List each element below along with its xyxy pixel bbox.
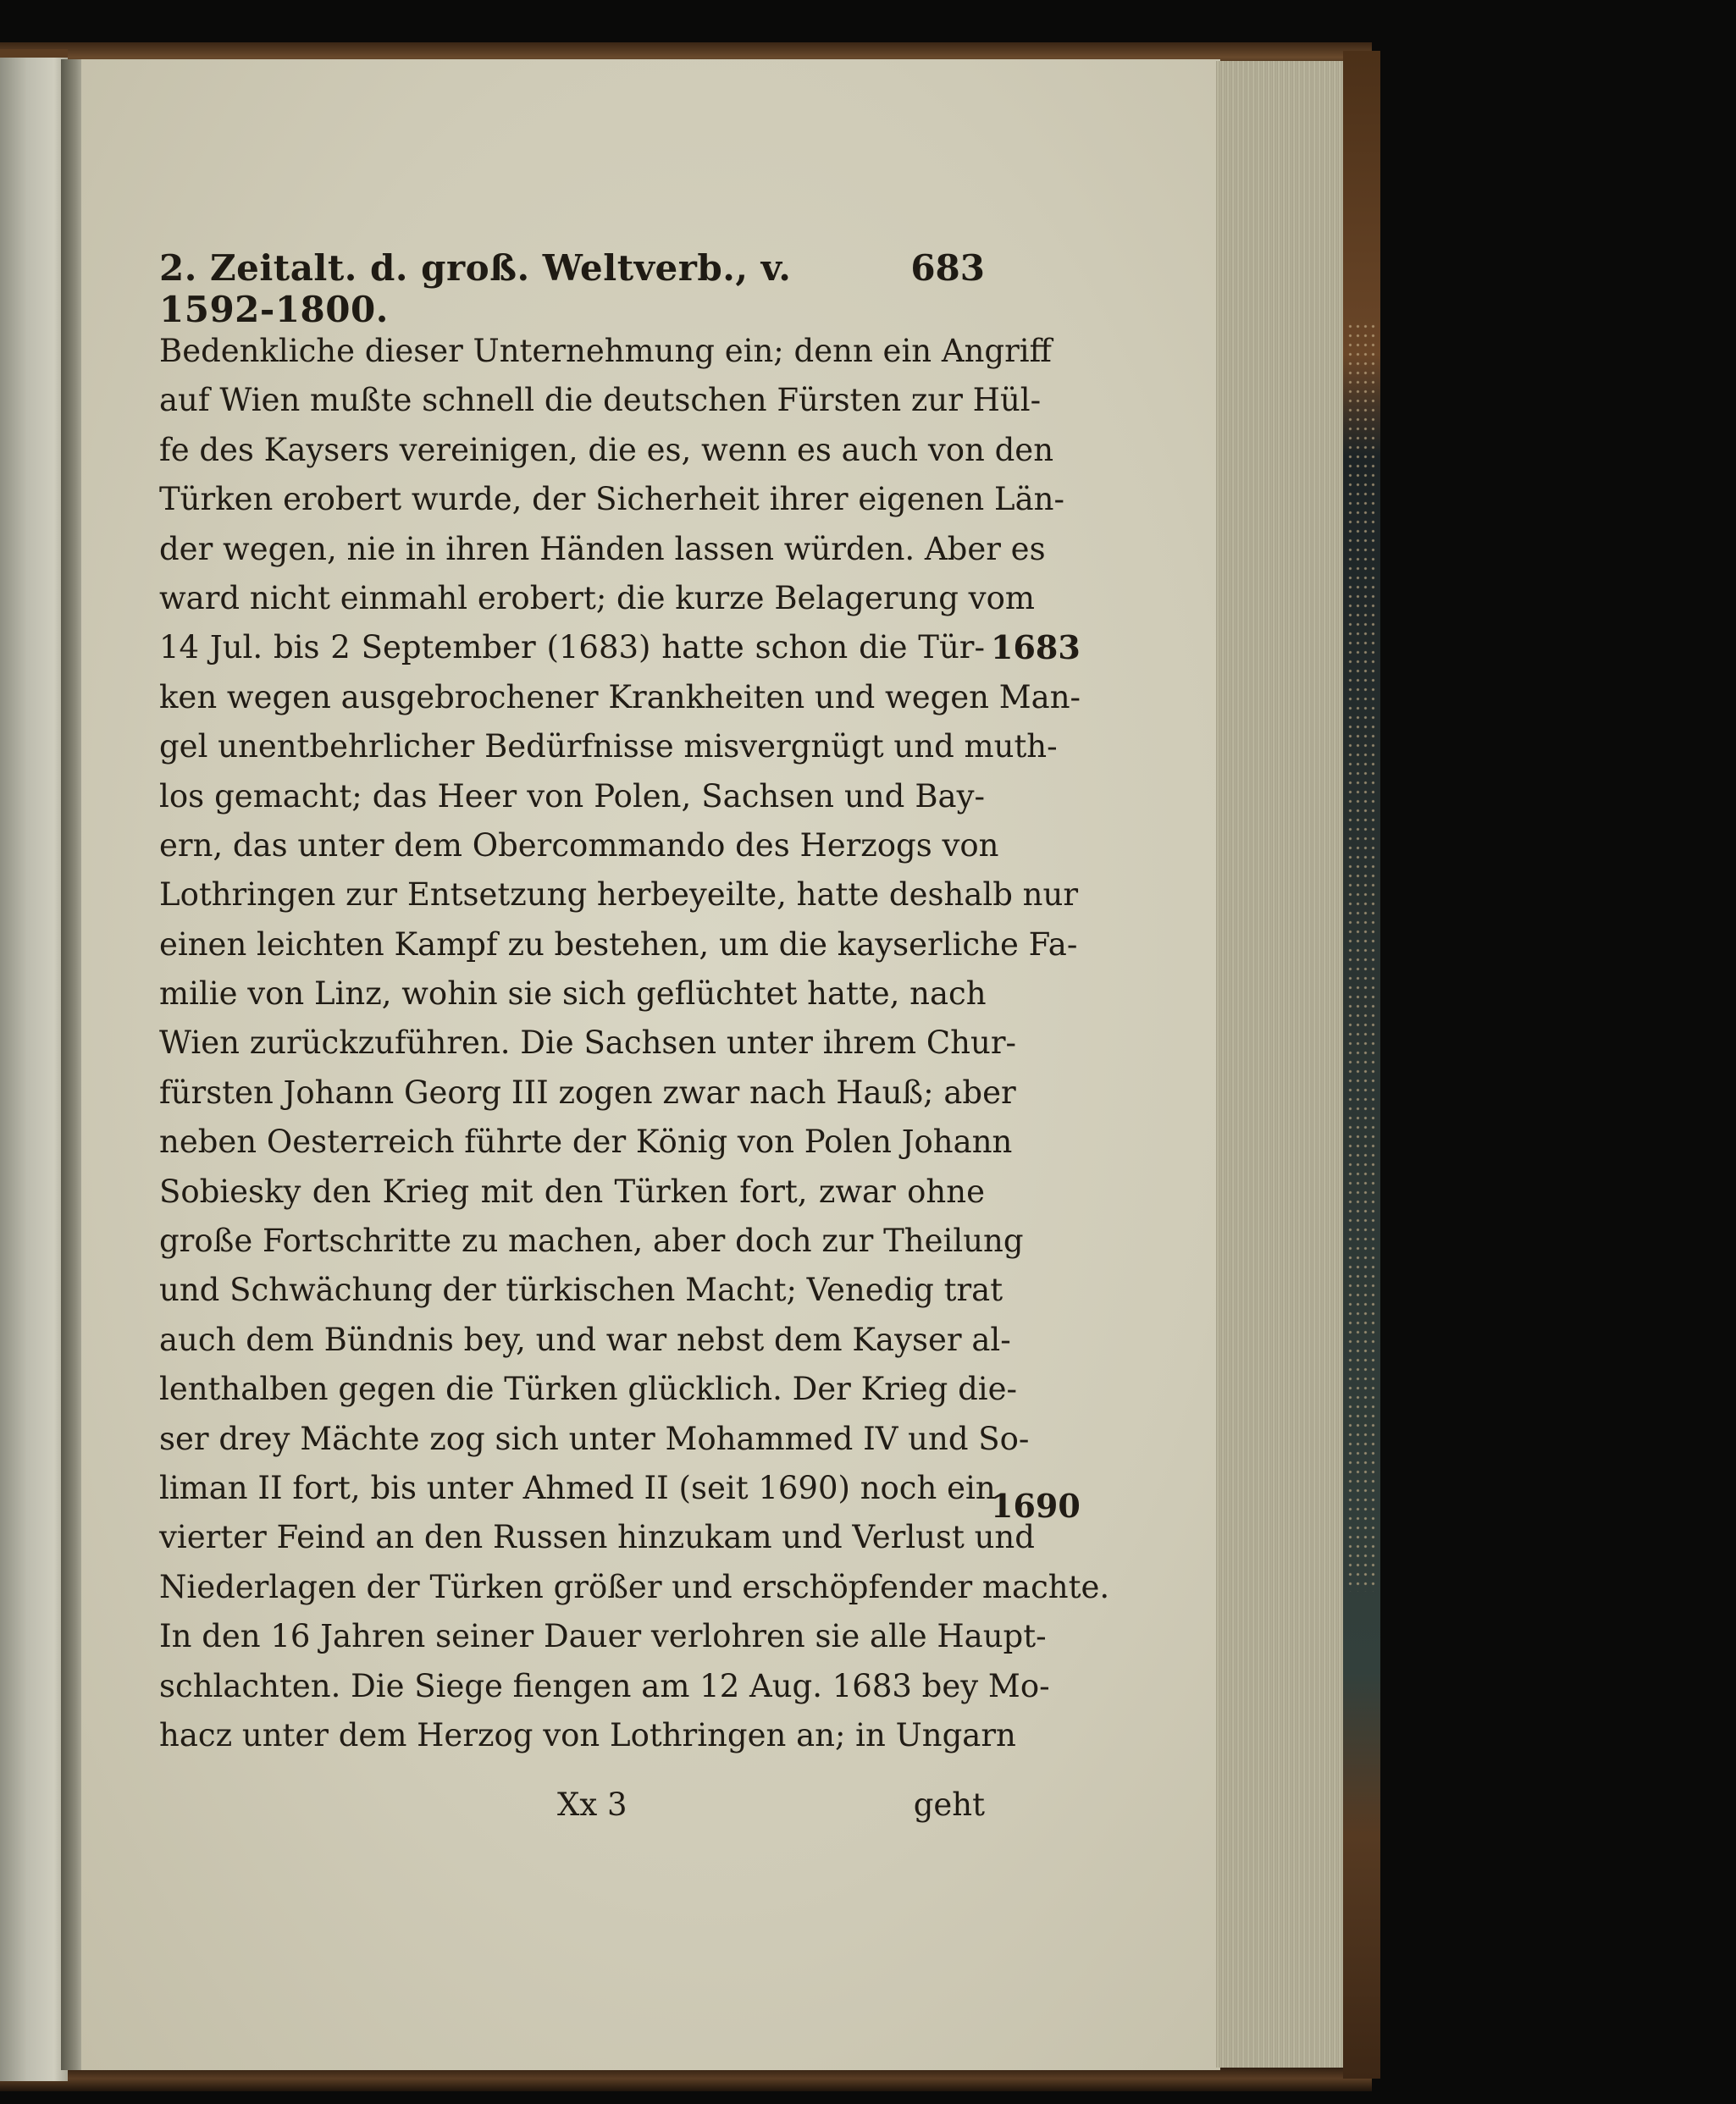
facing-page-edge	[0, 49, 68, 2081]
text-line: einen leichten Kampf zu bestehen, um die kayserliche Fa-	[159, 925, 1078, 963]
text-line: hacz unter dem Herzog von Lothringen an; in Ungarn	[159, 1716, 1016, 1753]
text-line: Wien zurückzuführen. Die Sachsen unter ihrem Chur-	[159, 1024, 1017, 1062]
catchword: geht	[913, 1786, 985, 1823]
text-line: Sobiesky den Krieg mit den Türken fort, zwar ohne	[159, 1173, 985, 1210]
text-line: der wegen, nie in ihren Händen lassen würden. Aber es	[159, 530, 1046, 567]
text-line: auf Wien mußte schnell die deutschen Fürsten zur Hül-	[159, 382, 1042, 419]
page-number: 683	[910, 247, 985, 289]
text-line: schlachten. Die Siege fiengen am 12 Aug. 1683 bey Mo-	[159, 1667, 1050, 1704]
text-line: Lothringen zur Entsetzung herbeyeilte, hatte deshalb nur	[159, 876, 1079, 914]
text-line: Niederlagen der Türken größer und erschöpfender machte.	[159, 1568, 1110, 1605]
marginal-year-1683: 1683	[991, 628, 1081, 666]
text-line: und Schwächung der türkischen Macht; Venedig trat	[159, 1272, 1003, 1309]
text-line: Türken erobert wurde, der Sicherheit ihrer eigenen Län-	[159, 481, 1064, 518]
text-line: fürsten Johann Georg III zogen zwar nach Hauß; aber	[159, 1074, 1016, 1111]
text-line: große Fortschritte zu machen, aber doch zur Theilung	[159, 1223, 1024, 1260]
text-line: milie von Linz, wohin sie sich geflüchtet hatte, nach	[159, 975, 987, 1013]
text-line: fe des Kaysers vereinigen, die es, wenn es auch von den	[159, 431, 1054, 468]
signature-mark: Xx 3	[557, 1786, 628, 1823]
running-header	[159, 247, 985, 330]
text-line: ern, das unter dem Obercommando des Herzogs von	[159, 826, 999, 864]
text-line: In den 16 Jahren seiner Dauer verlohren sie alle Haupt-	[159, 1618, 1047, 1655]
text-line: los gemacht; das Heer von Polen, Sachsen und Bay-	[159, 777, 985, 815]
text-line: 14 Jul. bis 2 September (1683) hatte schon die Tür-	[159, 629, 985, 666]
text-line: liman II fort, bis unter Ahmed II (seit 1690) noch ein	[159, 1469, 996, 1506]
text-line: lenthalben gegen die Türken glücklich. Der Krieg die-	[159, 1371, 1018, 1408]
running-title: 2. Zeitalt. d. groß. Weltverb., v. 1592-1800.	[159, 247, 792, 330]
text-line: Bedenkliche dieser Unternehmung ein; denn ein Angriff	[159, 333, 1052, 369]
marginal-year-1690: 1690	[991, 1487, 1081, 1525]
text-line: ken wegen ausgebrochener Krankheiten und wegen Man-	[159, 678, 1081, 715]
text-line: auch dem Bündnis bey, und war nebst dem Kayser al-	[159, 1321, 1011, 1358]
text-line: ser drey Mächte zog sich unter Mohammed IV und So-	[159, 1420, 1030, 1457]
text-line: neben Oesterreich führte der König von Polen Johann	[159, 1124, 1013, 1161]
page-block-edge	[1216, 61, 1343, 2068]
text-line: ward nicht einmahl erobert; die kurze Belagerung vom	[159, 579, 1035, 616]
page-footer	[159, 1786, 985, 1837]
spine-texture	[1346, 322, 1377, 1592]
body-text	[159, 327, 1110, 1760]
text-line: vierter Feind an den Russen hinzukam und Verlust und	[159, 1519, 1035, 1556]
text-line: gel unentbehrlicher Bedürfnisse misvergnügt und muth-	[159, 728, 1058, 765]
